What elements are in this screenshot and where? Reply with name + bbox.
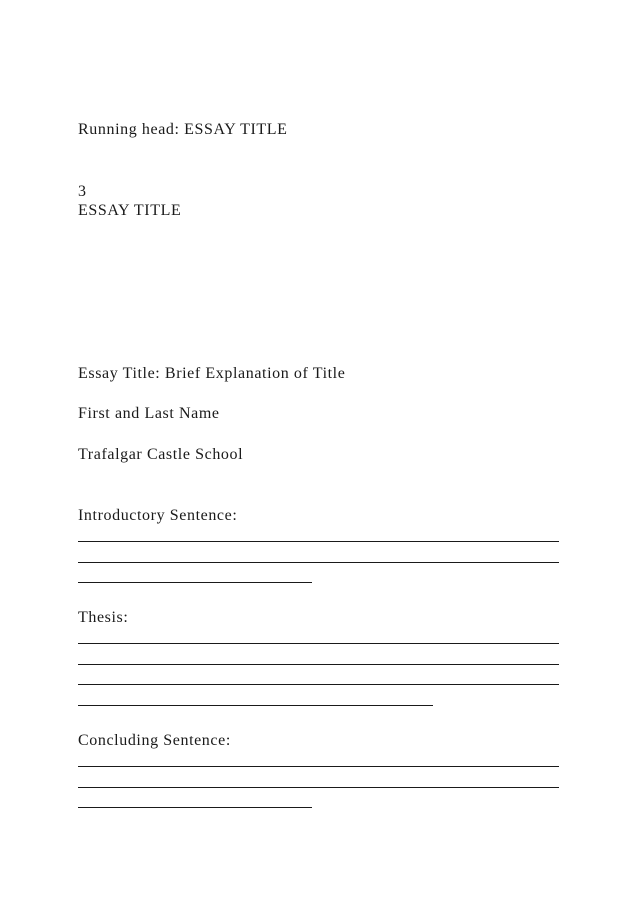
header-title: ESSAY TITLE [78, 202, 182, 219]
thesis-blank-line [78, 705, 433, 706]
concluding-sentence-label: Concluding Sentence: [78, 732, 231, 749]
author-name: First and Last Name [78, 405, 220, 422]
thesis-blank-line [78, 664, 559, 665]
introductory-blank-line [78, 562, 559, 563]
thesis-blank-line [78, 643, 559, 644]
introductory-blank-line [78, 582, 312, 583]
concluding-blank-line [78, 787, 559, 788]
introductory-sentence-label: Introductory Sentence: [78, 507, 238, 524]
running-head: Running head: ESSAY TITLE [78, 121, 288, 138]
thesis-label: Thesis: [78, 609, 129, 626]
thesis-blank-line [78, 684, 559, 685]
essay-title: Essay Title: Brief Explanation of Title [78, 365, 346, 382]
institution-name: Trafalgar Castle School [78, 446, 244, 463]
introductory-blank-line [78, 541, 559, 542]
concluding-blank-line [78, 766, 559, 767]
page-number: 3 [78, 183, 87, 200]
concluding-blank-line [78, 807, 312, 808]
